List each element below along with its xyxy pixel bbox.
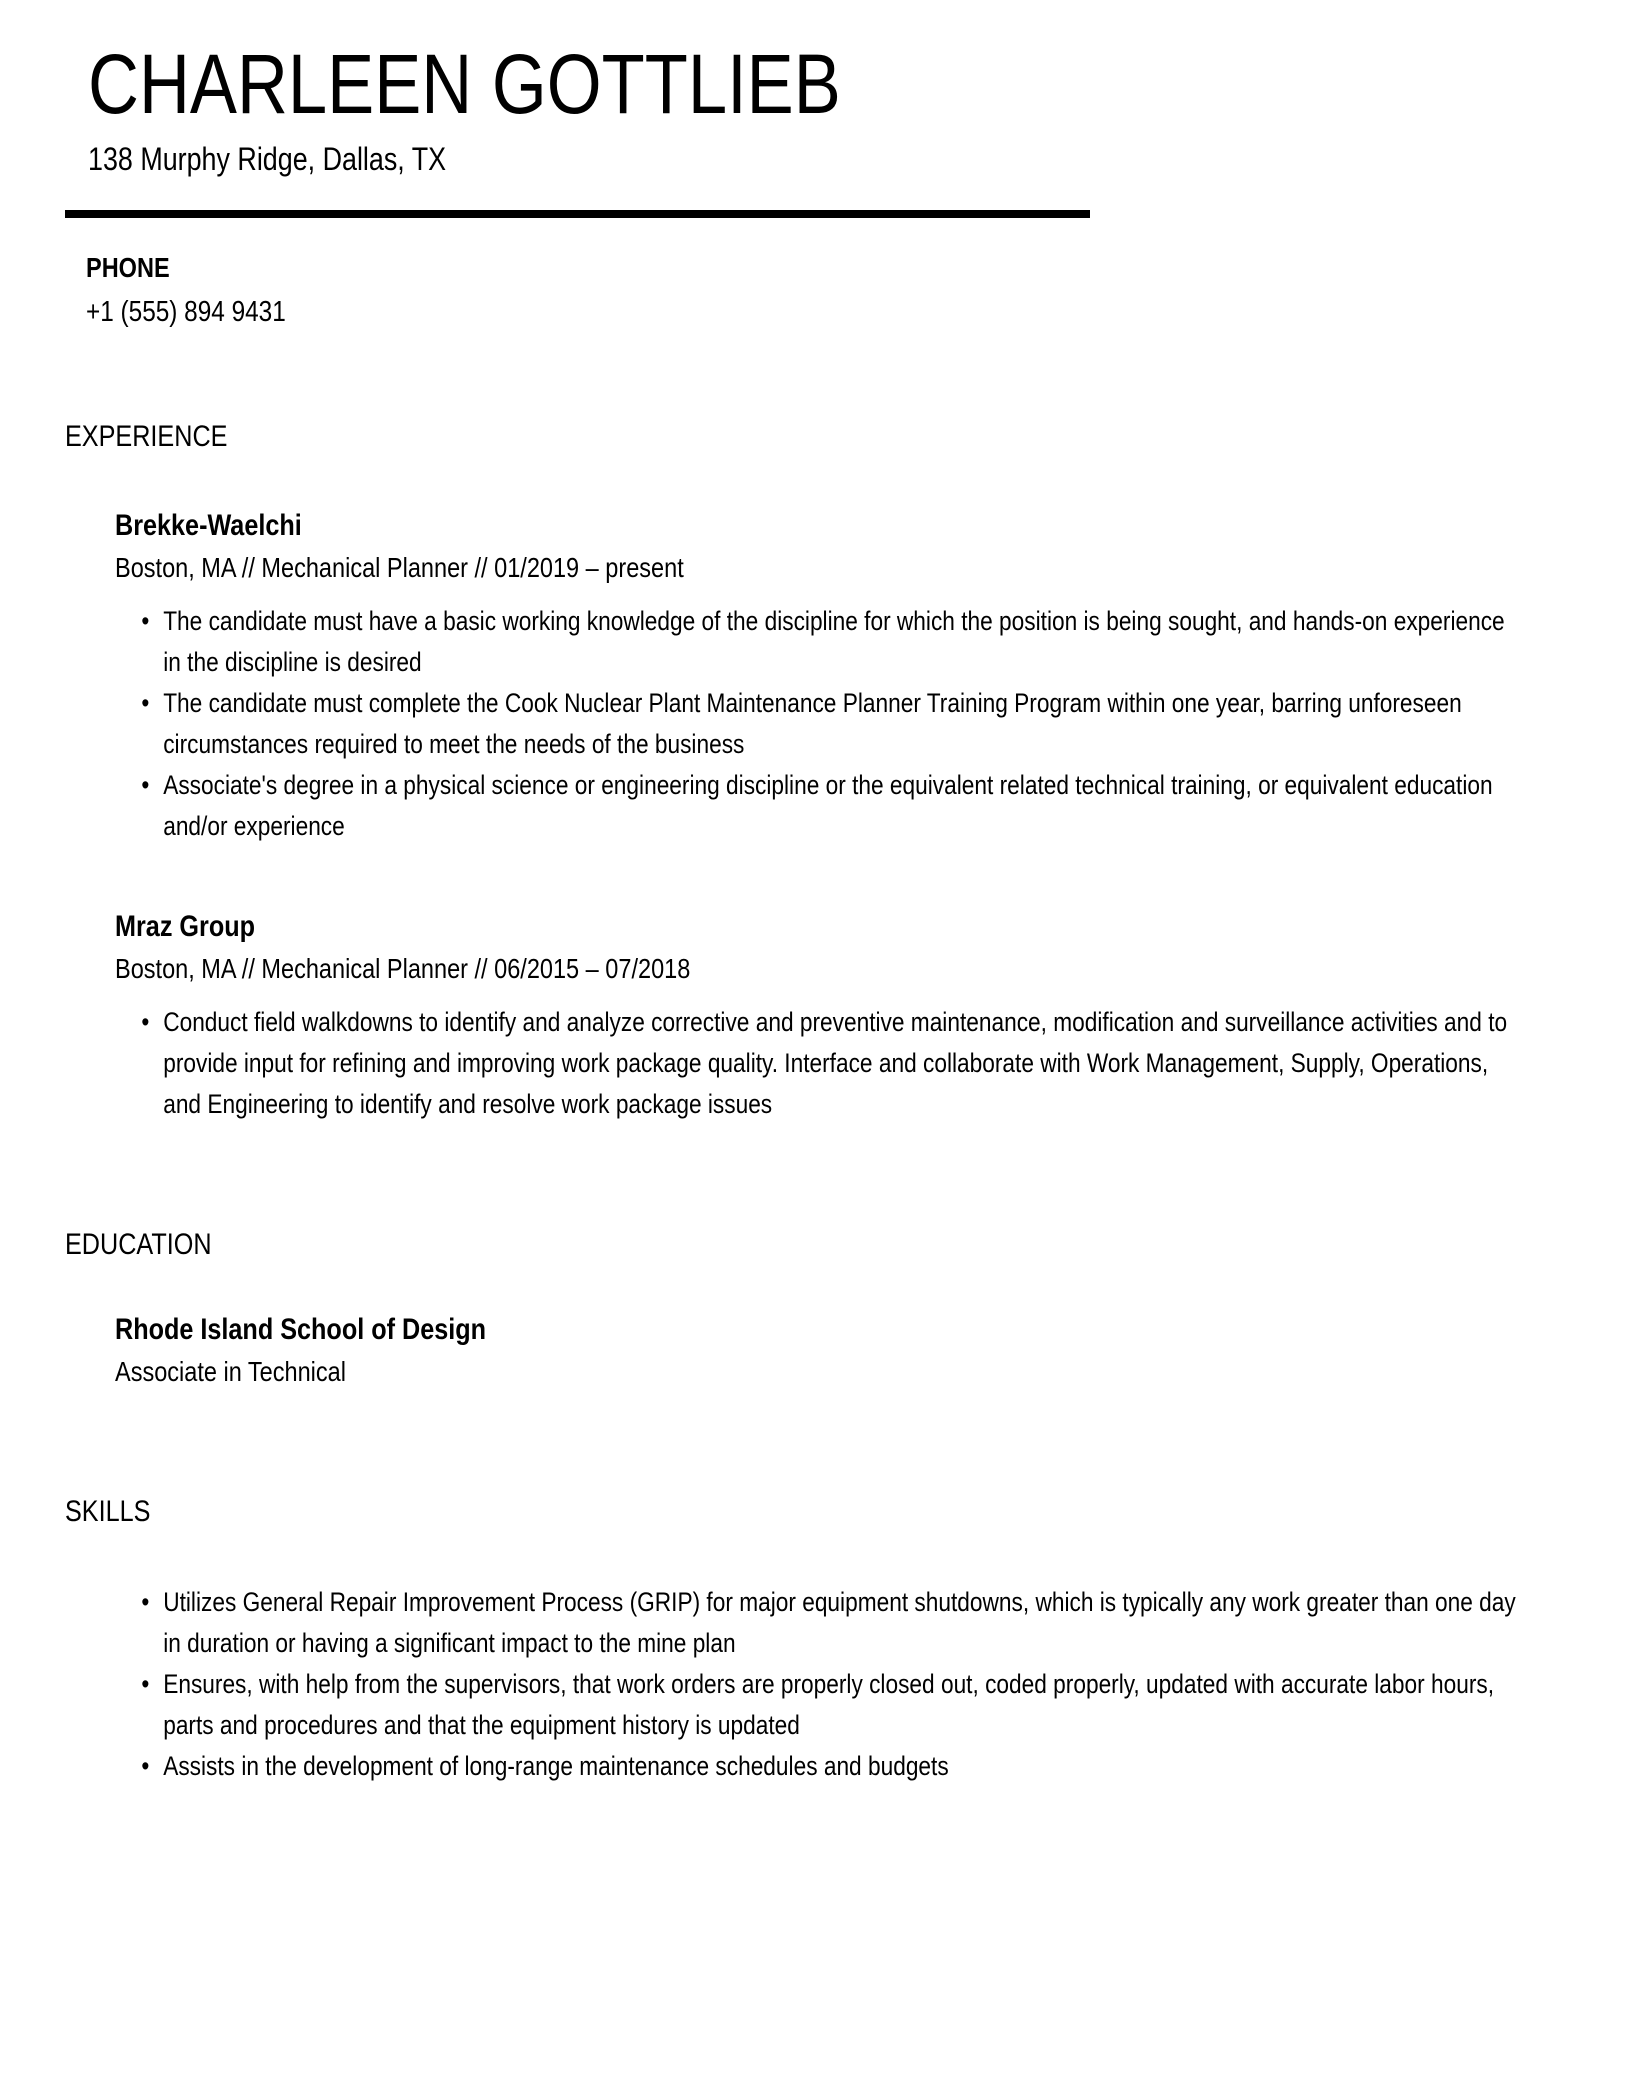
skill-item: • Assists in the development of long-range maintenance schedules and budgets <box>138 1746 1524 1787</box>
company-name: Brekke-Waelchi <box>115 509 302 542</box>
education-heading: EDUCATION <box>65 1228 212 1261</box>
experience-entry-2 <box>0 907 1632 1125</box>
job-meta: Boston, MA // Mechanical Planner // 01/2019 – present <box>115 552 684 583</box>
job-bullet-list <box>138 1002 1524 1125</box>
experience-entry-1 <box>0 506 1632 847</box>
experience-section <box>0 417 1632 1125</box>
bullet-item: • Conduct field walkdowns to identify and analyze corrective and preventive maintenance, modification and surveillance activities and to provide input for refining and improving work package quality. Interface and collaborate with Work Management, Supply, Operations, and Engineering to identify and resolve work package issues <box>138 1002 1524 1125</box>
skill-item: • Utilizes General Repair Improvement Process (GRIP) for major equipment shutdowns, which is typically any work greater than one day in duration or having a significant impact to the mine plan <box>138 1582 1524 1664</box>
phone-number: +1 (555) 894 9431 <box>86 296 286 328</box>
header-divider <box>65 210 1090 218</box>
candidate-name: CHARLEEN GOTTLIEB <box>88 37 841 131</box>
resume-header <box>0 37 1632 179</box>
skills-list <box>138 1582 1524 1787</box>
education-entry <box>0 1310 1632 1392</box>
phone-label: PHONE <box>86 252 170 283</box>
bullet-item: • The candidate must have a basic working knowledge of the discipline for which the position is being sought, and hands-on experience in the discipline is desired <box>138 601 1524 683</box>
candidate-address: 138 Murphy Ridge, Dallas, TX <box>88 141 447 177</box>
job-bullet-list <box>138 601 1524 847</box>
school-name: Rhode Island School of Design <box>115 1313 487 1346</box>
job-meta: Boston, MA // Mechanical Planner // 06/2015 – 07/2018 <box>115 953 691 984</box>
skill-item: • Ensures, with help from the supervisors, that work orders are properly closed out, coded properly, updated with accurate labor hours, parts and procedures and that the equipment history is updated <box>138 1664 1524 1746</box>
contact-section <box>0 250 1632 332</box>
bullet-item: • Associate's degree in a physical science or engineering discipline or the equivalent related technical training, or equivalent education and/or experience <box>138 765 1524 847</box>
company-name: Mraz Group <box>115 910 256 943</box>
experience-heading: EXPERIENCE <box>65 420 228 453</box>
bullet-item: • The candidate must complete the Cook Nuclear Plant Maintenance Planner Training Program within one year, barring unforeseen circumstances required to meet the needs of the business <box>138 683 1524 765</box>
education-section <box>0 1225 1632 1392</box>
skills-section <box>0 1492 1632 1787</box>
skills-heading: SKILLS <box>65 1495 151 1528</box>
degree: Associate in Technical <box>115 1356 346 1387</box>
